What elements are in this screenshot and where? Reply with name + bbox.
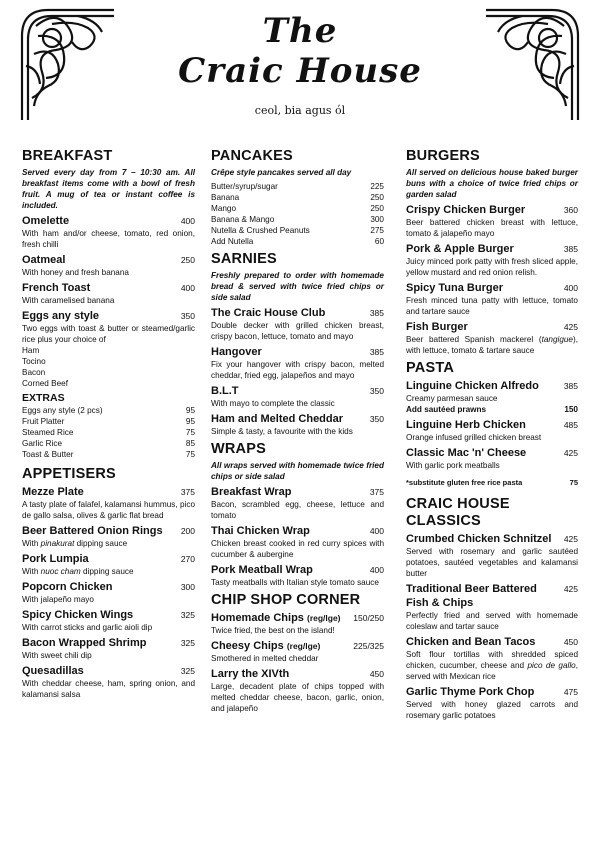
item-desc: A tasty plate of falafel, kalamansi hummus, pico de gallo salsa, olives & garlic flat bread [22,500,195,520]
item-price: 425 [563,322,578,332]
extra-row [22,438,195,449]
menu-item [22,214,195,250]
item-desc: Fresh minced tuna patty with lettuce, tomato and tartare sauce [406,296,578,316]
menu-item [406,418,578,443]
menu-item [406,281,578,317]
menu-item [406,582,578,632]
menu-item [406,446,578,471]
desc-text: Soft flour tortillas with shredded spiced chicken, cucumber, cheese and [406,650,578,670]
item-price: 450 [563,637,578,647]
item-name: Larry the XIVth [211,668,290,680]
pancake-row [211,181,384,192]
menu-item [22,580,195,605]
item-price: 400 [563,283,578,293]
menu-item [22,309,195,389]
item-size: (reg/lge) [286,641,321,651]
item-price: 400 [369,565,384,575]
item-name: Spicy Tuna Burger [406,282,503,294]
item-price: 400 [180,216,195,226]
item-name: Garlic Thyme Pork Chop [406,686,535,698]
item-desc: With sweet chili dip [22,651,92,660]
menu-item [406,379,578,415]
section-title-sarnies: SARNIES [211,251,277,267]
pancake-price: 60 [374,237,384,246]
item-price: 350 [369,414,384,424]
egg-choice: Tocino [22,357,46,366]
menu-item [22,485,195,521]
item-price: 300 [180,582,195,592]
menu-item [211,639,384,664]
item-name: Mezze Plate [22,486,84,498]
pancake-price: 275 [370,226,384,235]
extra-row [22,427,195,438]
section-title-extras: EXTRAS [22,392,65,404]
item-name: Popcorn Chicken [22,581,113,593]
item-desc: With caramelised banana [22,296,115,305]
column-middle [211,148,384,717]
menu-item [211,412,384,437]
item-price: 400 [180,283,195,293]
item-name-text: Homemade Chips [211,612,304,624]
item-desc: Creamy parmesan sauce [406,394,498,403]
menu-item [22,281,195,306]
section-title-classics [406,496,578,530]
item-price: 350 [180,311,195,321]
classics-title-line1: CRAIC HOUSE [406,496,510,512]
item-desc: With jalapeño mayo [22,595,94,604]
item-price: 485 [563,420,578,430]
wraps-note: All wraps served with homemade twice fried chips or side salad [211,461,384,481]
item-price: 225/325 [353,641,384,651]
item-desc: Two eggs with toast & butter or steamed/garlic rice plus your choice of [22,324,195,344]
item-desc: Served with rosemary and garlic sautéed potatoes, sautéed vegetables and kalamansi butter [406,547,578,578]
egg-choice: Ham [22,346,40,355]
item-name [211,611,341,625]
breakfast-note: Served every day from 7 – 10:30 am. All breakfast items come with a bowl of fresh fruit. A mug of tea or instant coffee is included. [22,168,195,210]
item-name: Spicy Chicken Wings [22,609,134,621]
item-price: 325 [180,638,195,648]
pancake-row [211,214,384,225]
extra-name: Toast & Butter [22,450,74,459]
item-name: Traditional Beer Battered Fish & Chips [406,583,537,609]
item-price: 350 [369,386,384,396]
item-name: The Craic House Club [211,307,326,319]
item-name: Beer Battered Onion Rings [22,525,163,537]
menu-item [211,667,384,714]
item-name: Thai Chicken Wrap [211,525,310,537]
menu-item [22,552,195,577]
menu-item [406,532,578,579]
item-name: Oatmeal [22,254,66,266]
item-name: Pork Meatball Wrap [211,564,313,576]
menu-item [406,242,578,278]
extra-price: 95 [185,417,195,426]
item-name: B.L.T [211,385,239,397]
item-price: 270 [180,554,195,564]
addon-name: Add sautéed prawns [406,405,487,414]
item-desc: Twice fried, the best on the island! [211,626,335,635]
item-price: 385 [563,381,578,391]
extra-row [22,416,195,427]
desc-text: dipping sauce [74,539,128,548]
item-name: Bacon Wrapped Shrimp [22,637,147,649]
pancake-name: Mango [211,204,237,213]
pancake-price: 225 [370,182,384,191]
extra-price: 75 [185,428,195,437]
menu-item [406,635,578,682]
pancake-price: 300 [370,215,384,224]
item-price: 325 [180,610,195,620]
item-desc: With carrot sticks and garlic aioli dip [22,623,153,632]
extra-name: Eggs any style (2 pcs) [22,406,103,415]
egg-choice: Bacon [22,368,46,377]
desc-italic: nuoc cham [40,567,81,576]
desc-text: ), with lettuce, tomato & tartare sauce [406,335,578,355]
menu-item [211,524,384,560]
extra-name: Garlic Rice [22,439,63,448]
item-name: Chicken and Bean Tacos [406,636,536,648]
menu-item [22,636,195,661]
item-price: 325 [180,666,195,676]
tagline: ceol, bia agus ól [254,104,346,117]
sarnies-note: Freshly prepared to order with homemade bread & served with twice fried chips or side salad [211,271,384,302]
item-desc: With garlic pork meatballs [406,461,500,470]
desc-text: Beer battered Spanish mackerel ( [406,335,542,344]
menu-item [211,485,384,521]
pancake-name: Banana [211,193,240,202]
pancake-name: Banana & Mango [211,215,275,224]
item-size: (reg/lge) [306,613,341,623]
section-title-burgers: BURGERS [406,148,480,164]
item-price: 385 [369,308,384,318]
item-price: 425 [563,534,578,544]
item-desc: With honey and fresh banana [22,268,129,277]
item-desc: Double decker with grilled chicken breast, crispy bacon, lettuce, tomato and mayo [211,321,384,341]
extra-row [22,449,195,460]
item-price: 475 [563,687,578,697]
item-desc: Fix your hangover with crispy bacon, melted cheddar, fried egg, jalapeños and mayo [211,360,384,380]
item-name: Pork Lumpia [22,553,89,565]
menu-item [22,253,195,278]
item-price: 400 [369,526,384,536]
column-right [406,148,578,724]
menu-item [211,563,384,588]
item-desc: Perfectly fried and served with homemade coleslaw and tartar sauce [406,611,578,631]
item-desc: Tasty meatballs with Italian style tomato sauce [211,578,379,587]
pancake-name: Butter/syrup/sugar [211,182,278,191]
menu-item [211,306,384,342]
item-desc [22,566,195,577]
item-name: Fish Burger [406,321,468,333]
item-name: Omelette [22,215,70,227]
item-desc: Juicy minced pork patty with fresh sliced apple, yellow mustard and red onion relish. [406,257,578,277]
extra-name: Fruit Platter [22,417,65,426]
item-desc [406,649,578,682]
item-name: Crispy Chicken Burger [406,204,526,216]
item-desc [22,538,195,549]
item-name: Hangover [211,346,262,358]
pancakes-note: Crêpe style pancakes served all day [211,168,352,177]
desc-italic: pinakurat [40,539,75,548]
pancake-row [211,225,384,236]
menu-item [406,685,578,721]
menu-item [22,664,195,700]
item-name: Ham and Melted Cheddar [211,413,344,425]
item-desc: Beer battered chicken breast with lettuce, tomato & jalapeño mayo [406,218,578,238]
column-left [22,148,195,703]
item-name: Linguine Herb Chicken [406,419,526,431]
item-desc: With ham and/or cheese, tomato, red onion, fresh chilli [22,229,195,249]
extra-price: 95 [185,406,195,415]
item-desc: With mayo to complete the classic [211,399,335,408]
item-price: 375 [369,487,384,497]
item-desc: Chicken breast cooked in red curry spices with cucumber & aubergine [211,539,384,559]
section-title-appetisers: APPETISERS [22,466,116,482]
pancake-price: 250 [370,193,384,202]
addon-row [406,404,578,415]
item-desc: With cheddar cheese, ham, spring onion, and kalamansi salsa [22,679,195,699]
item-price: 425 [563,584,578,594]
item-desc: Bacon, scrambled egg, cheese, lettuce and tomato [211,500,384,520]
item-desc: Orange infused grilled chicken breast [406,433,542,442]
item-name: Crumbed Chicken Schnitzel [406,533,552,545]
desc-italic: tangigue [541,335,573,344]
item-name: Classic Mac 'n' Cheese [406,447,527,459]
gf-note-price: 75 [569,478,578,487]
item-price: 375 [180,487,195,497]
menu-item [22,524,195,549]
item-desc: Served with honey glazed carrots and rosemary garlic potatoes [406,700,578,720]
pancake-row [211,192,384,203]
section-title-wraps: WRAPS [211,441,266,457]
egg-choice: Corned Beef [22,379,68,388]
section-title-pasta: PASTA [406,360,454,376]
item-desc: Smothered in melted cheddar [211,654,319,663]
item-desc [406,334,578,356]
extra-row [22,405,195,416]
title-line-2: Craic House [178,51,422,91]
extra-price: 85 [185,439,195,448]
pancake-row [211,236,384,247]
desc-text: With [22,539,41,548]
menu-item [406,203,578,239]
desc-italic: pico de gallo [527,661,576,670]
item-price: 425 [563,448,578,458]
item-price: 360 [563,205,578,215]
item-name: French Toast [22,282,91,294]
gluten-free-note [406,477,578,488]
item-name [211,639,320,653]
item-price: 150/250 [353,613,384,623]
item-name: Eggs any style [22,310,100,322]
item-price: 450 [369,669,384,679]
title-line-1: The [262,11,338,51]
item-name-text: Cheesy Chips [211,640,284,652]
extra-name: Steamed Rice [22,428,74,437]
menu-item [211,611,384,636]
pancake-row [211,203,384,214]
item-desc: Simple & tasty, a favourite with the kids [211,427,353,436]
burgers-note: All served on delicious house baked burger buns with a choice of twice fried chips or garden salad [406,168,578,199]
menu-item [211,345,384,381]
extra-price: 75 [185,450,195,459]
item-name: Pork & Apple Burger [406,243,514,255]
desc-text: dipping sauce [80,567,134,576]
gf-note-text: *substitute gluten free rice pasta [406,478,523,487]
section-title-breakfast: BREAKFAST [22,148,113,164]
item-price: 200 [180,526,195,536]
item-name: Breakfast Wrap [211,486,292,498]
pancake-name: Nutella & Crushed Peanuts [211,226,310,235]
item-price: 385 [369,347,384,357]
item-price: 385 [563,244,578,254]
restaurant-title [0,11,600,91]
menu-item [211,384,384,409]
desc-text: With [22,567,41,576]
pancake-price: 250 [370,204,384,213]
item-desc: Large, decadent plate of chips topped with melted cheddar cheese, bacon, garlic, onion, and jalapeño [211,682,384,713]
menu-item [22,608,195,633]
item-name: Linguine Chicken Alfredo [406,380,539,392]
desc-text: , served with Mexican rice [406,661,578,681]
section-title-pancakes: PANCAKES [211,148,293,164]
addon-price: 150 [564,405,578,414]
item-price: 250 [180,255,195,265]
section-title-chipshop: CHIP SHOP CORNER [211,592,361,608]
classics-title-line2: CLASSICS [406,513,481,529]
menu-item [406,320,578,356]
item-name: Quesadillas [22,665,84,677]
pancake-name: Add Nutella [211,237,254,246]
